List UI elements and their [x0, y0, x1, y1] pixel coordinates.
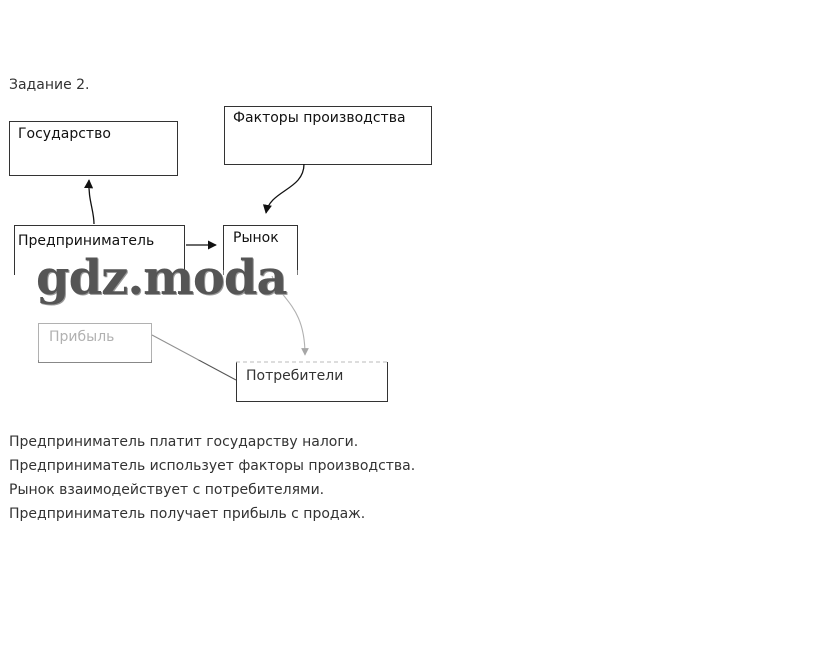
statement-item: Предприниматель использует факторы производства. — [9, 458, 416, 474]
node-market-label: Рынок — [233, 230, 279, 246]
arrow-entrepreneur-to-state — [89, 180, 94, 224]
node-entrepreneur-label: Предприниматель — [18, 233, 155, 249]
statement-list — [9, 430, 415, 526]
statement-item: Предприниматель платит государству налоги. — [9, 434, 359, 450]
node-consumers-label: Потребители — [246, 368, 344, 384]
node-factors-label: Факторы производства — [233, 110, 406, 126]
task-heading: Задание 2. — [9, 77, 90, 93]
watermark-logo: gdz.moda — [36, 250, 287, 306]
statement-item: Предприниматель получает прибыль с продаж. — [9, 506, 366, 522]
node-state-label: Государство — [18, 126, 111, 142]
statement-item: Рынок взаимодействует с потребителями. — [9, 482, 325, 498]
node-profit-label: Прибыль — [49, 329, 115, 345]
arrow-factors-to-market — [266, 164, 304, 213]
